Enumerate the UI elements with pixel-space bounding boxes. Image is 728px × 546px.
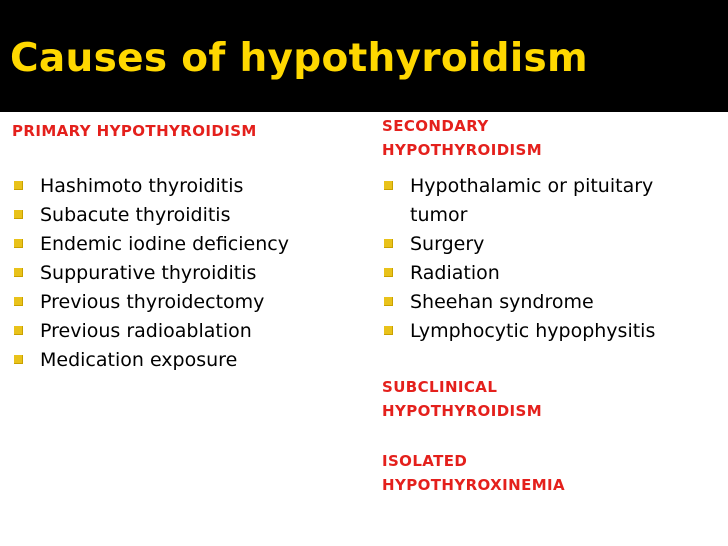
slide-title: Causes of hypothyroidism — [10, 36, 588, 81]
bullet-icon — [14, 268, 23, 277]
bullet-icon — [384, 297, 393, 306]
list-item: Lymphocytic hypophysitis — [382, 317, 677, 346]
secondary-hypothyroidism-heading: SECONDARY HYPOTHYROIDISM — [382, 117, 543, 159]
bullet-icon — [14, 239, 23, 248]
bullet-icon — [384, 268, 393, 277]
list-item: Suppurative thyroiditis — [12, 259, 352, 288]
bullet-icon — [384, 181, 393, 190]
title-bar — [0, 0, 728, 112]
bullet-icon — [14, 355, 23, 364]
primary-hypothyroidism-heading: PRIMARY HYPOTHYROIDISM — [12, 122, 257, 140]
list-item: Surgery — [382, 230, 677, 259]
list-item: Previous thyroidectomy — [12, 288, 352, 317]
primary-causes-list — [12, 172, 352, 375]
bullet-icon — [384, 326, 393, 335]
list-item: Subacute thyroiditis — [12, 201, 352, 230]
list-item: Sheehan syndrome — [382, 288, 677, 317]
subclinical-hypothyroidism-heading: SUBCLINICAL HYPOTHYROIDISM — [382, 378, 543, 420]
list-item: Hashimoto thyroiditis — [12, 172, 352, 201]
list-item: Endemic iodine deficiency — [12, 230, 352, 259]
list-item: Previous radioablation — [12, 317, 352, 346]
isolated-hypothyroxinemia-heading: ISOLATED HYPOTHYROXINEMIA — [382, 452, 566, 494]
bullet-icon — [14, 181, 23, 190]
bullet-icon — [14, 326, 23, 335]
list-item: Radiation — [382, 259, 677, 288]
bullet-icon — [14, 210, 23, 219]
secondary-causes-list — [382, 172, 677, 346]
bullet-icon — [384, 239, 393, 248]
list-item: Medication exposure — [12, 346, 352, 375]
bullet-icon — [14, 297, 23, 306]
list-item: Hypothalamic or pituitary tumor — [382, 172, 677, 230]
